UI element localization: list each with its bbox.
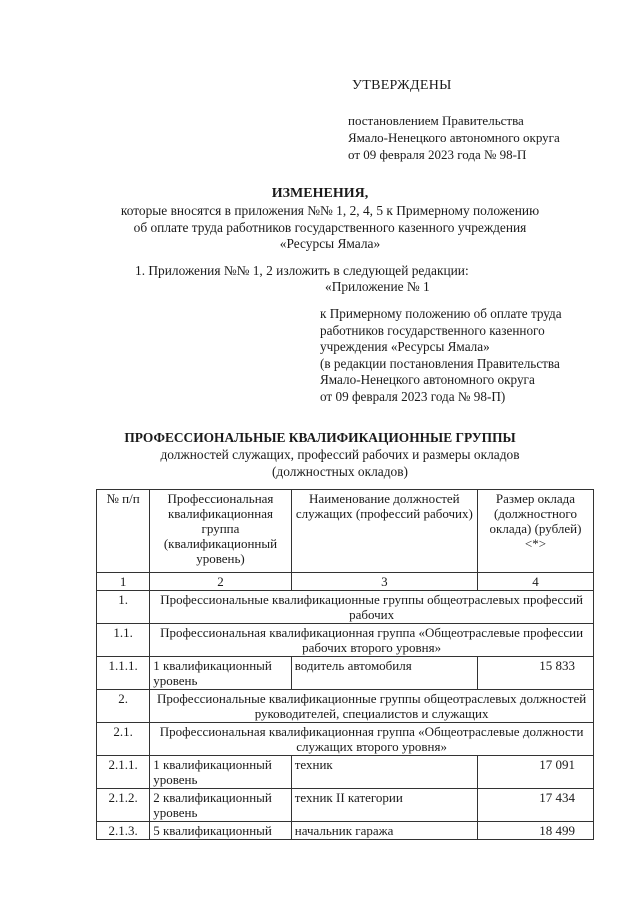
table-row bbox=[97, 657, 594, 690]
annex-note-line: учреждения «Ресурсы Ямала» bbox=[320, 339, 490, 354]
annex-note-line: Ямало-Ненецкого автономного округа bbox=[320, 372, 535, 387]
group-name: Профессиональная квалификационная группа «Общеотраслевые профессии рабочих второго уровня» bbox=[150, 624, 594, 657]
column-number-row bbox=[97, 573, 594, 591]
qualification-level: 1 квалификационный уровень bbox=[150, 756, 292, 789]
salary-value: 15 833 bbox=[477, 657, 593, 690]
annex-title: «Приложение № 1 bbox=[325, 279, 430, 294]
table-row bbox=[97, 690, 594, 723]
column-number: 2 bbox=[150, 573, 292, 591]
item-1-text: 1. Приложения №№ 1, 2 изложить в следующей редакции: bbox=[135, 263, 469, 278]
row-number: 1. bbox=[97, 591, 150, 624]
table-row bbox=[97, 756, 594, 789]
qualification-table bbox=[96, 489, 594, 840]
salary-value: 17 434 bbox=[477, 789, 593, 822]
approval-basis bbox=[348, 112, 560, 163]
column-number: 3 bbox=[291, 573, 477, 591]
row-number: 2.1.1. bbox=[97, 756, 150, 789]
table-header: Профессиональная квалификационная группа (квалификационный уровень) bbox=[150, 490, 292, 573]
position-name: водитель автомобиля bbox=[291, 657, 477, 690]
group-name: Профессиональные квалификационные группы общеотраслевых должностей руководителей, специалистов и служащих bbox=[150, 690, 594, 723]
approval-basis-line: от 09 февраля 2023 года № 98-П bbox=[348, 147, 527, 162]
group-name: Профессиональные квалификационные группы общеотраслевых профессий рабочих bbox=[150, 591, 594, 624]
column-number: 1 bbox=[97, 573, 150, 591]
column-number: 4 bbox=[477, 573, 593, 591]
table-row bbox=[97, 723, 594, 756]
changes-subtitle bbox=[80, 203, 580, 253]
changes-title: ИЗМЕНЕНИЯ, bbox=[271, 186, 369, 201]
salary-value: 17 091 bbox=[477, 756, 593, 789]
row-number: 2.1.2. bbox=[97, 789, 150, 822]
annex-note bbox=[320, 306, 562, 405]
salary-value: 18 499 bbox=[477, 822, 593, 840]
position-name: начальник гаража bbox=[291, 822, 477, 840]
row-number: 2.1. bbox=[97, 723, 150, 756]
position-name: техник bbox=[291, 756, 477, 789]
table-header: № п/п bbox=[97, 490, 150, 573]
annex-note-line: (в редакции постановления Правительства bbox=[320, 355, 560, 371]
table-row bbox=[97, 789, 594, 822]
table-header-row bbox=[97, 490, 594, 573]
row-number: 1.1.1. bbox=[97, 657, 150, 690]
row-number: 2. bbox=[97, 690, 150, 723]
groups-title: ПРОФЕССИОНАЛЬНЫЕ КВАЛИФИКАЦИОННЫЕ ГРУППЫ bbox=[124, 430, 516, 445]
table-header: Наименование должностей служащих (профессий рабочих) bbox=[291, 490, 477, 573]
position-name: техник II категории bbox=[291, 789, 477, 822]
group-name: Профессиональная квалификационная группа «Общеотраслевые должности служащих второго уровня» bbox=[150, 723, 594, 756]
annex-note-line: к Примерному положению об оплате труда bbox=[320, 306, 562, 321]
table-header: Размер оклада (должностного оклада) (рублей) <*> bbox=[477, 490, 593, 573]
groups-subtitle-line: должностей служащих, профессий рабочих и размеры окладов bbox=[160, 447, 520, 462]
annex-note-line: работников государственного казенного bbox=[320, 322, 545, 338]
groups-subtitle bbox=[120, 447, 560, 480]
annex-note-line: от 09 февраля 2023 года № 98-П) bbox=[320, 388, 506, 404]
table-row bbox=[97, 822, 594, 840]
row-number: 1.1. bbox=[97, 624, 150, 657]
table-row bbox=[97, 591, 594, 624]
approval-basis-line: Ямало-Ненецкого автономного округа bbox=[348, 130, 560, 145]
row-number: 2.1.3. bbox=[97, 822, 150, 840]
qualification-level: 1 квалификационный уровень bbox=[150, 657, 292, 690]
qualification-level: 2 квалификационный уровень bbox=[150, 789, 292, 822]
changes-subtitle-line: об оплате труда работников государственного казенного учреждения bbox=[133, 219, 527, 235]
changes-subtitle-line: которые вносятся в приложения №№ 1, 2, 4, 5 к Примерному положению bbox=[120, 203, 540, 218]
changes-subtitle-line: «Ресурсы Ямала» bbox=[279, 236, 381, 251]
table-row bbox=[97, 624, 594, 657]
approval-basis-line: постановлением Правительства bbox=[348, 113, 524, 128]
approval-title: УТВЕРЖДЕНЫ bbox=[352, 78, 452, 93]
groups-subtitle-line: (должностных окладов) bbox=[271, 463, 409, 479]
qualification-level: 5 квалификационный bbox=[150, 822, 292, 840]
